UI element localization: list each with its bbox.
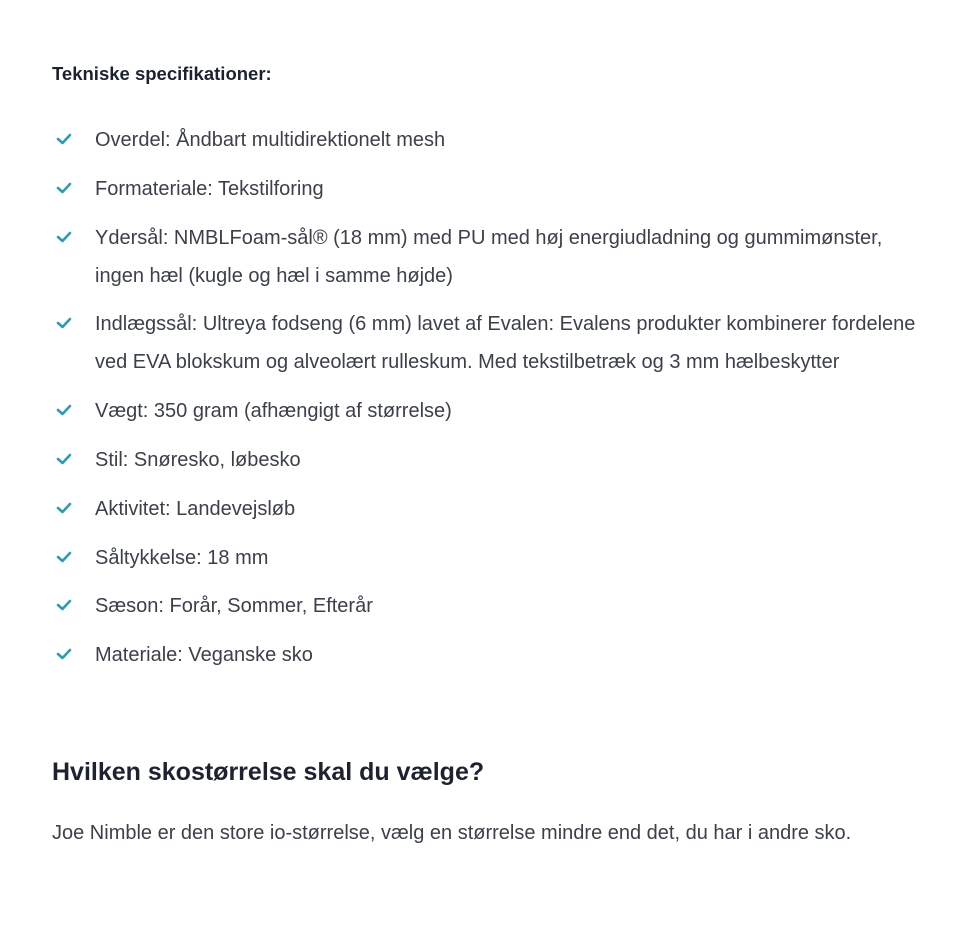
spec-item bbox=[52, 490, 932, 528]
spec-item bbox=[52, 219, 932, 295]
size-heading: Hvilken skostørrelse skal du vælge? bbox=[52, 758, 485, 786]
spec-text: Ydersål: NMBLFoam-sål® (18 mm) med PU med høj energiudladning og gummimønster, ingen hæl (kugle og hæl i samme højde) bbox=[95, 226, 883, 287]
spec-text: Såltykkelse: 18 mm bbox=[95, 546, 269, 569]
spec-item bbox=[52, 170, 932, 208]
check-icon bbox=[56, 132, 72, 146]
spec-item bbox=[52, 587, 932, 625]
spec-text: Overdel: Åndbart multidirektionelt mesh bbox=[95, 129, 446, 151]
check-icon bbox=[56, 403, 72, 417]
check-icon bbox=[56, 181, 72, 195]
spec-item bbox=[52, 441, 932, 479]
check-icon bbox=[56, 598, 72, 612]
check-icon bbox=[56, 230, 72, 244]
check-icon bbox=[56, 647, 72, 661]
spec-text: Materiale: Veganske sko bbox=[95, 644, 313, 667]
check-icon bbox=[56, 316, 72, 330]
spec-text: Stil: Snøresko, løbesko bbox=[95, 448, 301, 471]
spec-item bbox=[52, 636, 932, 674]
check-icon bbox=[56, 550, 72, 564]
check-icon bbox=[56, 452, 72, 466]
check-icon bbox=[56, 501, 72, 515]
spec-item bbox=[52, 121, 932, 159]
size-text: Joe Nimble er den store io-størrelse, vælg en størrelse mindre end det, du har i andre sko. bbox=[52, 822, 852, 844]
spec-item bbox=[52, 305, 932, 381]
spec-list bbox=[52, 121, 932, 685]
spec-text: Sæson: Forår, Sommer, Efterår bbox=[95, 595, 373, 618]
spec-text: Vægt: 350 gram (afhængigt af størrelse) bbox=[95, 400, 452, 423]
spec-text: Aktivitet: Landevejsløb bbox=[95, 497, 296, 520]
spec-item bbox=[52, 539, 932, 577]
spec-text: Indlægssål: Ultreya fodseng (6 mm) lavet af Evalen: Evalens produkter kombinerer fordelene ved EVA blokskum og alveolært rulleskum. Med tekstilbetræk og 3 mm hælbeskytter bbox=[95, 313, 916, 374]
spec-item bbox=[52, 392, 932, 430]
spec-text: Formateriale: Tekstilforing bbox=[95, 177, 324, 200]
spec-title: Tekniske specifikationer: bbox=[52, 63, 272, 84]
